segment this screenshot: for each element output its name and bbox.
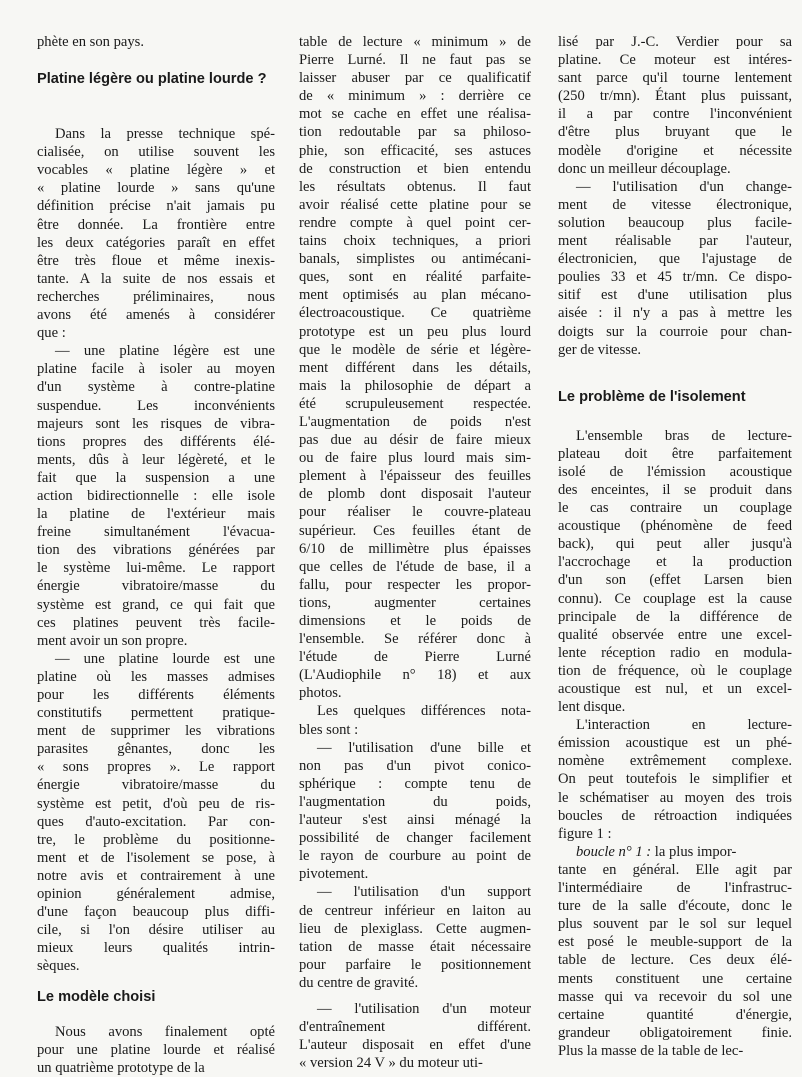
text-line: ques, sont en réalité parfaite- [299,269,531,286]
text-line: les résultats obtenus. Il faut [299,178,531,195]
text-line: pour les différents éléments [37,687,275,703]
text-line: nomène extrêmement complexe. [558,753,792,770]
text-line: sant parce qu'il tourne lentement [558,70,792,87]
text-line: 6/10 de millimètre plus épaisses [299,540,531,557]
text-line: cialisée, on utilise souvent les [37,144,275,161]
text-line: opinion généralement admise, [37,886,275,903]
text-line: fait que la suspension a une [37,469,275,486]
text-line: poulies 33 et 45 tr/mn. Ce dispo- [558,269,792,286]
text-line: les deux catégories paraît en effet [37,234,275,251]
text-line: bles sont : [299,721,359,738]
text-line: l'ensemble. Se référer donc à [299,631,531,648]
text-line: Nous avons finalement opté [55,1023,275,1040]
text-line [558,843,792,861]
text-line: suspendue. Les inconvénients [37,397,275,414]
text-line: aisée : il n'y a pas à mettre les [558,305,792,322]
text-line: figure 1 : [558,825,612,842]
text-line: la platine de l'extérieur mais [37,506,275,523]
text-line: platine facile à isoler au moyen [37,361,275,378]
text-line: « version 24 V » du moteur uti- [299,1055,483,1072]
paragraph-ensemble-bras [558,427,792,717]
text-line: sitif est d'une utilisation plus [558,287,792,304]
paragraph-platine-lourde [37,650,275,976]
text-line: de plomb dont disposait l'auteur [299,486,531,503]
text-line: boucles de rétroaction indiquées [558,807,792,824]
column-middle [299,33,531,1072]
text-line: ment réalisable par l'auteur, [558,233,792,250]
spacer [558,359,792,387]
text-line: du centre de gravité. [299,974,419,991]
boucle-label: boucle n° 1 : [576,843,652,860]
text-line: lieu de plexiglass. Cette augmen- [299,920,531,937]
column-right [558,33,792,1060]
text-line: est posé le meuble-support de la [558,934,792,951]
text-line: masse qui va recevoir du sol une [558,988,792,1005]
text-line: « sons propres ». Le rapport [37,759,275,776]
text-line: isolé de l'émission acoustique [558,463,792,480]
text-line: pour réaliser le couvre-plateau [299,504,531,521]
text-line: tains choix techniques, a priori [299,233,531,250]
text-line: fallu, pour respecter les propor- [299,576,531,593]
text-line: donc un meilleur découplage. [558,160,731,177]
text-line: platine. Ce moteur est intéres- [558,52,792,69]
heading-probleme-isolement: Le problème de l'isolement [558,388,746,405]
text-line: de construction et bien entendu [299,160,531,177]
text-line: tion redoutable par sa philoso- [299,124,531,141]
text-line: plus souvent par le sol sur lequel [558,916,792,933]
boucle-first-line: la plus impor- [651,843,737,860]
heading-platine-legere-lourde: Platine légère ou platine lourde ? [37,71,267,88]
text-line: cile, si l'on désire utiliser au [37,922,275,939]
text-line: grandeur obligatoirement finie. [558,1024,792,1041]
text-line: principale de la différence de [558,608,792,625]
text-line: avons été amenés à considérer [37,307,275,324]
text-line: — une platine légère est une [55,343,275,360]
text-line: parasites gênantes, donc les [37,741,275,758]
text-line: le schématiser au moyen des trois [558,789,792,806]
text-line: recherches préliminaires, nous [37,288,275,305]
text-line: le cas contraire un couplage [558,500,792,517]
paragraph-platine-legere [37,342,275,650]
paragraph-bille [299,739,531,884]
text-line: certaine quantité d'énergie, [558,1006,792,1023]
paragraph-boucle-1-body [558,861,792,1060]
text-line: sphérique : compte tenu de [299,775,531,792]
text-line: Plus la masse de la table de lec- [558,1042,744,1059]
text-line: mais la philosophie de départ a [299,377,531,394]
paragraph-moteur [299,1000,531,1072]
text-line: ou de faire plus lourd mais sim- [299,450,531,467]
text-line: ments, dûs à leur légèreté, et le [37,451,275,468]
paragraph-moteur-verdier [558,33,792,178]
text-line: On peut toutefois le simplifier et [558,771,792,788]
text-line: Pierre Lurné. Il ne faut pas se [299,52,531,69]
text-line: énergie vibratoire/masse du [37,777,275,794]
text-line: le rayon de courbure au point de [299,848,531,865]
text-line: photos. [299,685,342,702]
text-line: plateau doit être parfaitement [558,445,792,462]
text-line: lisé par J.-C. Verdier pour sa [558,34,792,50]
text-line: majeurs sont les risques de vibra- [37,415,275,432]
text-line: être très floue et même inexis- [37,252,275,269]
text-line: action bidirectionnelle : elle isole [37,487,275,504]
text-line: notre avis et contrairement à une [37,867,275,884]
text-line: avoir réalisé cette platine pour se [299,196,531,213]
text-line: L'interaction en lecture- [576,717,792,734]
text-line: constitutifs permettent pratique- [37,705,275,722]
text-line: lent disque. [558,699,626,716]
text-line: doigts sur la courroie pour chan- [558,323,792,340]
heading-modele-choisi: Le modèle choisi [37,988,156,1005]
text-line: plement à l'épaisseur des feuilles [299,468,531,485]
text-line: pivotement. [299,866,369,883]
text-line: de centreur inférieur en laiton au [299,902,531,919]
text-line: supérieur. Ces feuilles étant de [299,522,531,539]
text-line: acoustique (phénomène de feed [558,518,792,535]
text-line: émission acoustique est un phé- [558,735,792,752]
text-line: énergie vibratoire/masse du [37,578,275,595]
spacer [37,89,275,125]
text-line: tion des vibrations générées par [37,542,275,559]
text-line: banals, simplistes ou antimécani- [299,251,531,268]
text-line: L'auteur disposait en effet d'une [299,1037,531,1054]
text-line: de « minimum » : derrière ce [299,88,531,105]
text-line: laisser abuser par ce qualificatif [299,70,531,87]
text-line: l'étude de Pierre Lurné [299,649,531,666]
paragraph-support-centreur [299,883,531,992]
text-line: L'augmentation de poids n'est [299,413,531,430]
text-line: table de lecture. Ces deux élé- [558,952,792,969]
text-line: un quatrième prototype de la [37,1059,205,1076]
text-line: d'être plus bruyant que le [558,124,792,141]
text-line: ture de la salle d'écoute, donc le [558,898,792,915]
text-line: lente réception radio en modula- [558,644,792,661]
text-line: pour parfaire le positionnement [299,956,531,973]
text-line: il a par contre l'inconvénient [558,106,792,123]
text-line: connu). Ce couplage est la cause [558,590,792,607]
text-line: que : [37,325,66,342]
paragraph-prototype [37,1023,275,1077]
text-line: tions, augmenter certaines [299,594,531,611]
text-line: définition précise n'ait jamais pu [37,198,275,215]
text-line: ment différent dans les détails, [299,359,531,376]
text-line: ment et de l'isolement se pose, à [37,849,275,866]
spacer [558,407,792,427]
text-line: Dans la presse technique spé- [55,126,275,143]
text-line: possibilité de changer facilement [299,830,531,847]
text-line: que le modèle de série et légère- [299,341,531,358]
text-line: être donnée. La frontière entre [37,216,275,233]
text-line: back), qui peut aller jusqu'à [558,536,792,553]
paragraph-interaction [558,716,792,843]
text-line: sèques. [37,958,80,975]
text-line: ces platines peuvent très facile- [37,614,275,631]
text-line: mot se cache en effet une réalisa- [299,106,531,123]
text-line: non pas d'un pivot conico- [299,757,531,774]
text-line: phie, son efficacité, ses astuces [299,142,531,159]
text-line: l'augmentation du poids, [299,793,531,810]
text-line: d'entraînement différent. [299,1019,531,1036]
text-line: prototype est un peu plus lourd [299,323,531,340]
spacer [37,1007,275,1023]
text-line: freine simultanément l'évacua- [37,524,275,541]
text-line: électroacoustique. Ce quatrième [299,305,531,322]
text-line: table de lecture « minimum » de [299,34,531,50]
text-line: — l'utilisation d'une bille et [317,739,531,756]
text-line: platine où les masses admises [37,668,275,685]
text-line: « platine lourde » sans qu'une [37,180,275,197]
text-line: ment optimisés au plan mécano- [299,287,531,304]
text-line: Les quelques différences nota- [317,703,531,720]
text-line: ment de vitesse électronique, [558,196,792,213]
text-line: d'un son (effet Larsen bien [558,572,792,589]
text-line: l'auteur s'est ainsi ménagé la [299,812,531,829]
text-line: l'accrochage et la production [558,554,792,571]
text-line: tante. A la suite de nos essais et [37,270,275,287]
text-line: des enceintes, il se produit dans [558,481,792,498]
text-line: L'ensemble bras de lecture- [576,427,792,444]
paragraph-changement-vitesse [558,178,792,359]
text-line: tions propres des différents élé- [37,433,275,450]
text-line: système est petit, d'où peu de ris- [37,795,275,812]
text-line: (250 tr/mn). Étant plus puissant, [558,88,792,105]
text-line: électronicien, que l'ajustage de [558,251,792,268]
paragraph-presse-technique [37,125,275,342]
text-line: (L'Audiophile n° 18) et aux [299,667,531,684]
text-line: dimensions et le poids de [299,613,531,629]
spacer [299,992,531,1000]
text-line: d'un système à contre-platine [37,379,275,396]
text-line: tion de fréquence, où le couplage [558,662,792,679]
text-line: été scrupuleusement respectée. [299,395,531,412]
text-line: — l'utilisation d'un support [317,884,531,901]
text-line: modèle d'origine et nécessite [558,142,792,159]
text-line: ment avoir un son propre. [37,632,188,649]
text-line: — l'utilisation d'un change- [576,178,792,195]
text-line: le système lui-même. Le rapport [37,560,275,577]
text-line: tation de masse était nécessaire [299,938,531,955]
text-line: rendre compte à quel point cer- [299,214,531,231]
paragraph-differences [299,702,531,738]
text-line: — une platine lourde est une [55,650,275,667]
text-line: pas due au désir de faire mieux [299,432,531,449]
text-line: système est grand, ce qui fait que [37,596,275,613]
paragraph-intro-end [37,33,275,51]
text-line: d'une façon beaucoup plus diffi- [37,904,275,921]
paragraph-boucle-1 [558,843,792,1060]
paragraph-table-minimum [299,33,531,702]
text-line: vocables « platine légère » et [37,162,275,179]
text-line: tre, le problème du positionne- [37,831,275,848]
text-line: que celles de l'étude de base, il a [299,558,531,575]
text-line: ment de supprimer les vibrations [37,723,275,740]
text-line: l'intermédiaire de l'infrastruc- [558,880,792,897]
text-line: ques d'auto-excitation. Par con- [37,813,275,830]
spacer [37,976,275,987]
text-line: solution beaucoup plus facile- [558,214,792,231]
text-line: pour une platine lourde et réalisé [37,1041,275,1058]
text-line: tante en général. Elle agit par [558,861,792,878]
text-line: ger de vitesse. [558,341,642,358]
text-line: mieux leurs qualités intrin- [37,940,275,957]
spacer [37,51,275,69]
text-line: phète en son pays. [37,34,144,50]
text-line: ments constituent une certaine [558,970,792,987]
text-line: — l'utilisation d'un moteur [317,1000,531,1017]
text-line: qualité observée entre une excel- [558,626,792,643]
text-line: acoustique est nul, et un excel- [558,681,792,697]
column-left [37,33,275,1077]
